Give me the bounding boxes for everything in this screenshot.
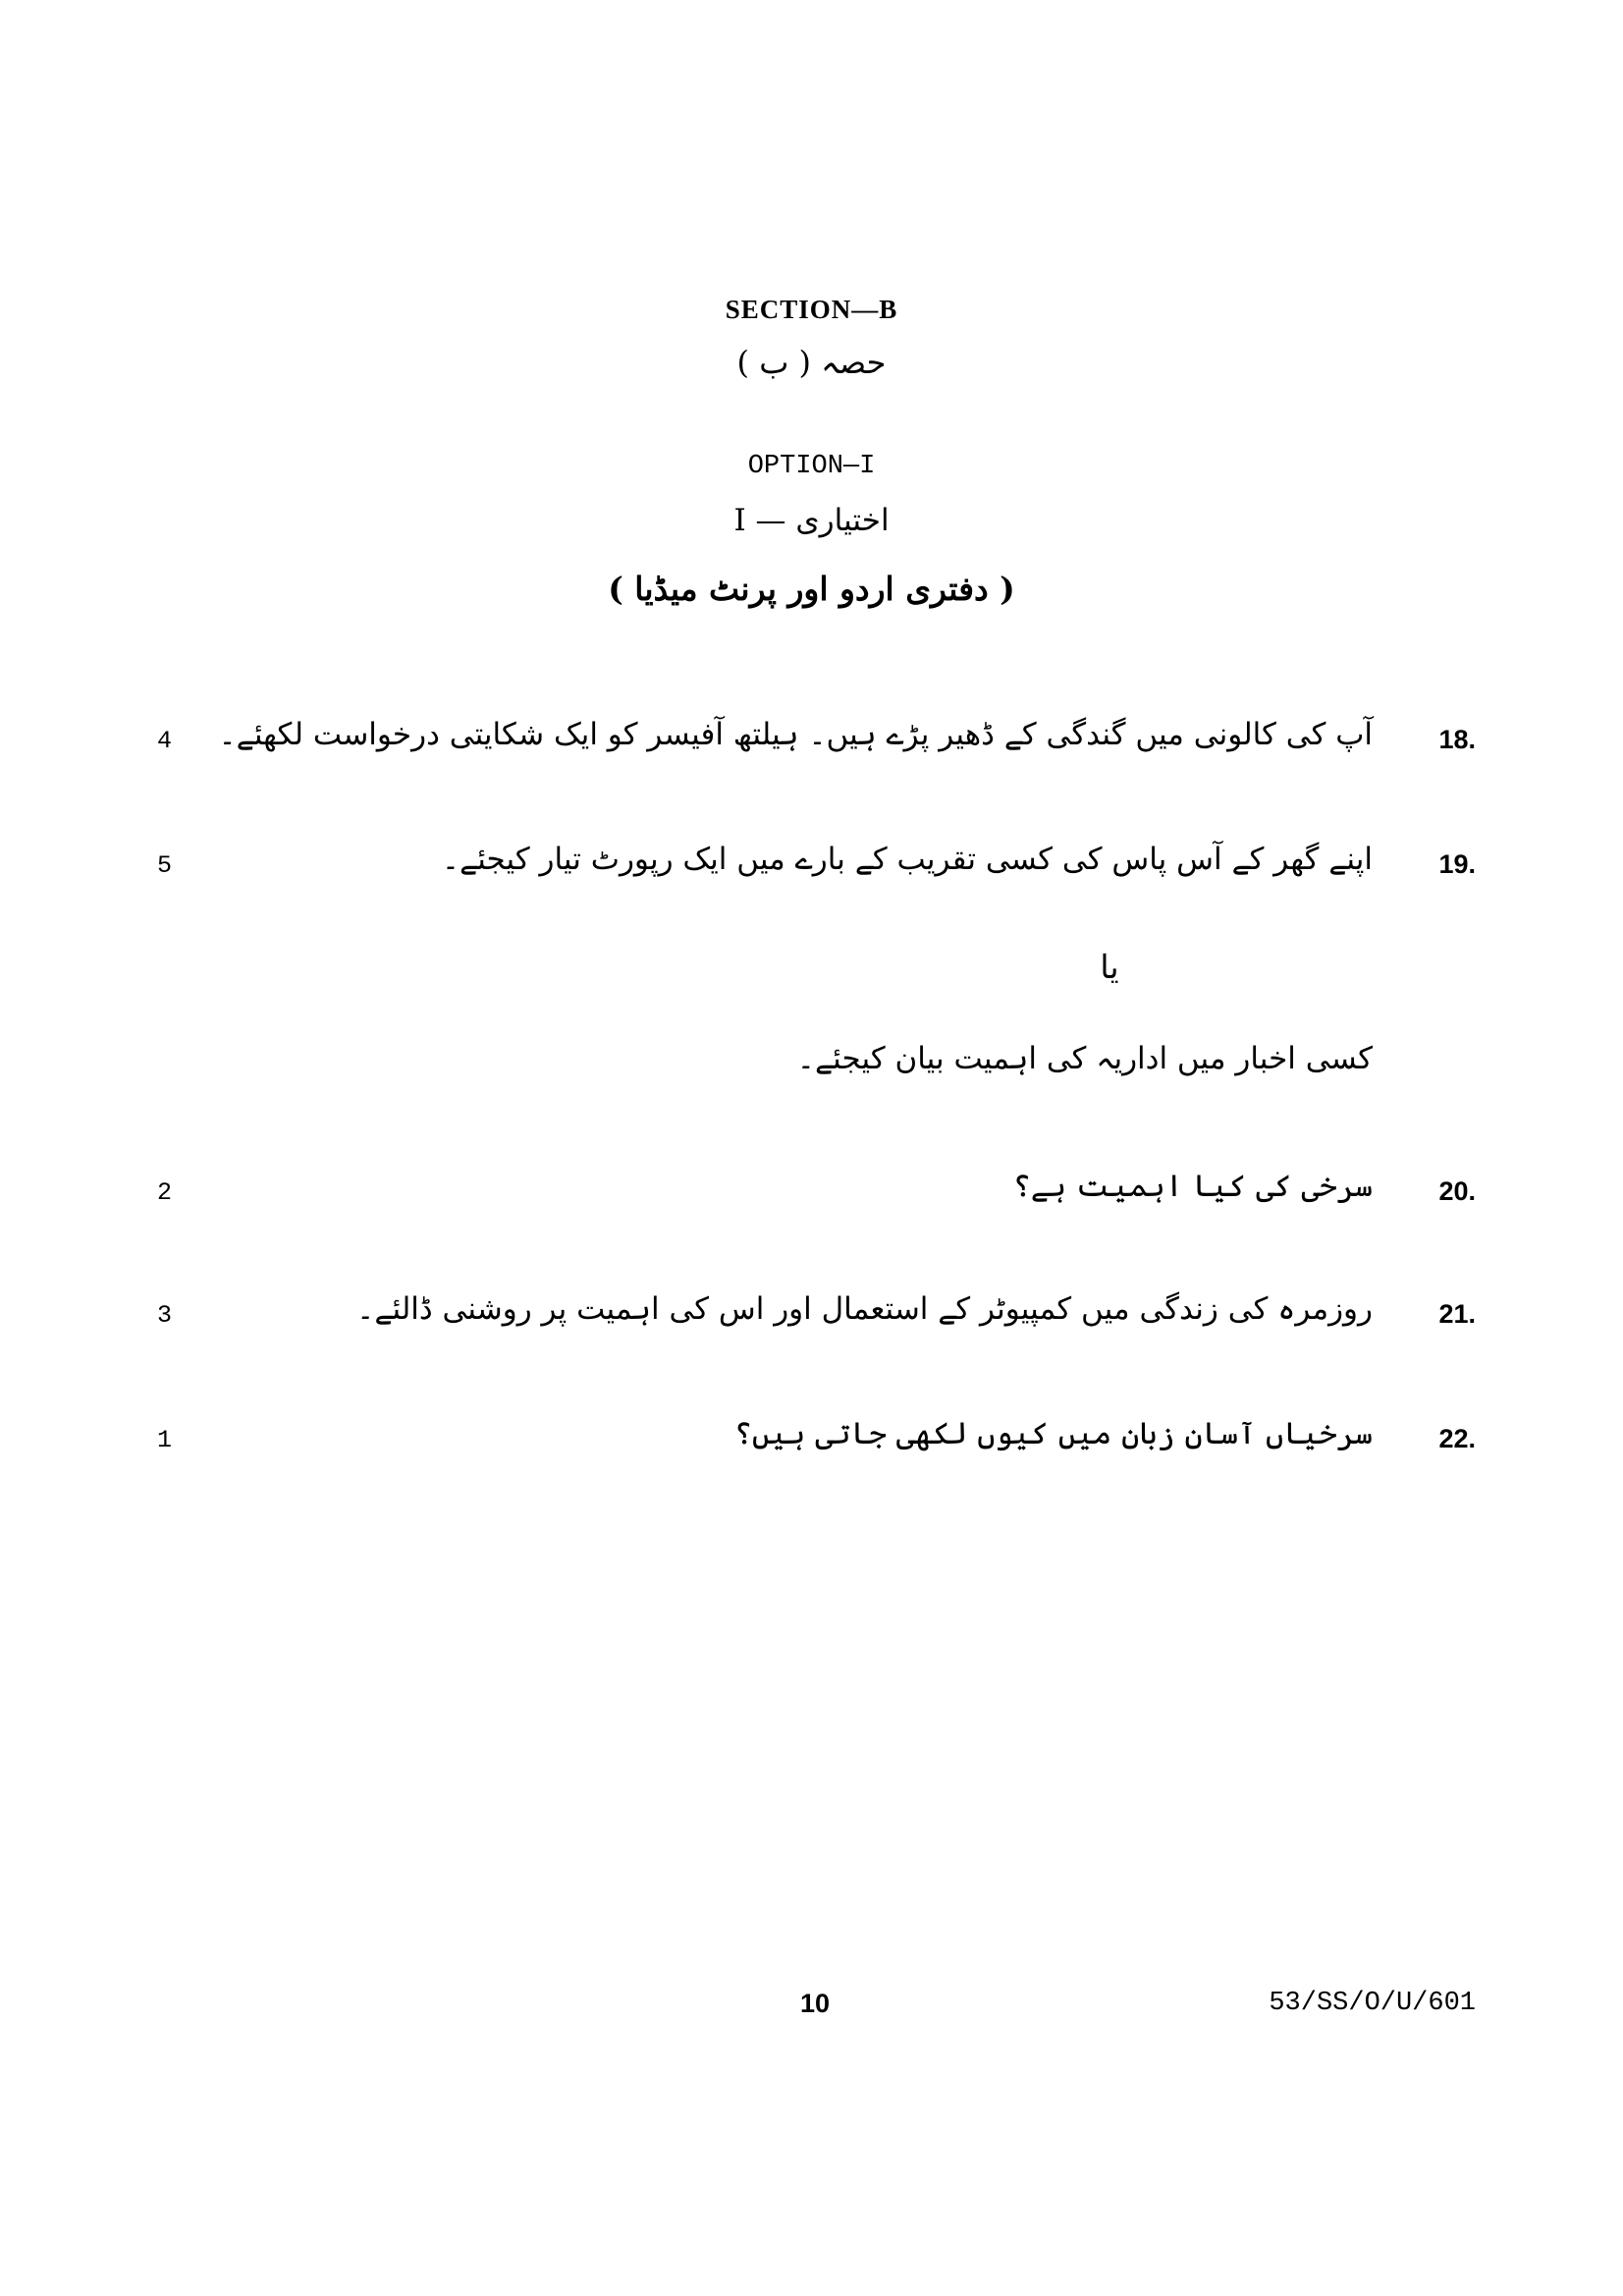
paper-code: 53/SS/O/U/601 — [1269, 1989, 1476, 2018]
question-19-number: 19. — [1438, 849, 1476, 879]
question-21-marks: 3 — [157, 1301, 173, 1330]
option-heading-english: OPTION—I — [747, 452, 876, 481]
question-19-or-label: یا — [1100, 948, 1119, 986]
question-18-number: 18. — [1438, 725, 1476, 754]
question-22-number: 22. — [1438, 1424, 1476, 1453]
section-heading-english: SECTION—B — [725, 295, 898, 324]
question-21-text: روزمرہ کی زندگی میں کمپیوٹر کے استعمال اور اس کی اہمیت پر روشنی ڈالئے۔ — [356, 1291, 1373, 1327]
question-20-text: سرخی کی کیا اہمیت ہے؟ — [1012, 1169, 1373, 1204]
question-20-marks: 2 — [157, 1178, 173, 1207]
section-heading-urdu: حصہ ( ب ) — [736, 344, 887, 381]
question-21-number: 21. — [1438, 1299, 1476, 1329]
question-22-text: سرخیاں آسان زبان میں کیوں لکھی جاتی ہیں؟ — [733, 1416, 1373, 1451]
page-number: 10 — [799, 1989, 831, 2018]
question-18-marks: 4 — [157, 727, 173, 755]
question-19-alternative-text: کسی اخبار میں اداریہ کی اہمیت بیان کیجئے۔ — [796, 1041, 1373, 1076]
question-22-marks: 1 — [157, 1426, 173, 1454]
question-19-text: اپنے گھر کے آس پاس کی کسی تقریب کے بارے میں ایک رپورٹ تیار کیجئے۔ — [441, 842, 1373, 877]
question-19-marks: 5 — [157, 851, 173, 880]
question-18-text: آپ کی کالونی میں گندگی کے ڈھیر پڑے ہیں۔ ہیلتھ آفیسر کو ایک شکایتی درخواست لکھئے۔ — [218, 717, 1373, 752]
option-title-urdu: ( دفتری اردو اور پرنٹ میڈیا ) — [608, 570, 1015, 608]
question-20-number: 20. — [1438, 1176, 1476, 1206]
option-heading-urdu: اختیاری — I — [733, 503, 890, 538]
